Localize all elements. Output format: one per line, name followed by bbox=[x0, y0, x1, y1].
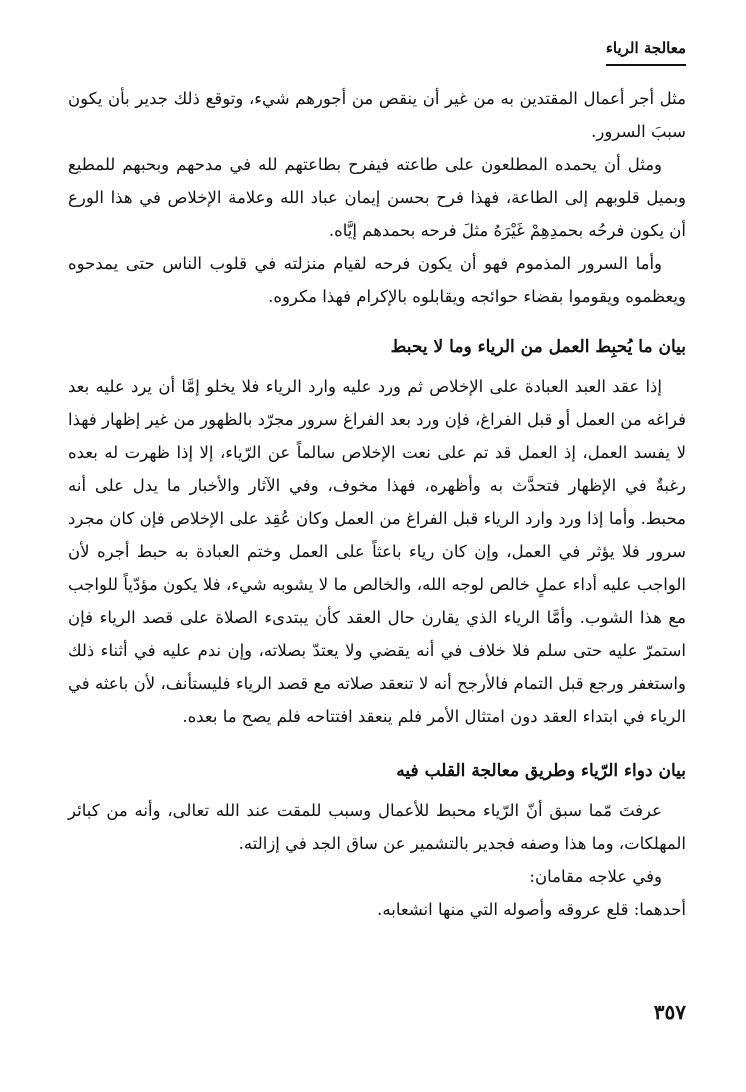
page-number: ٣٥٧ bbox=[653, 1000, 686, 1024]
paragraph-2: ومثل أن يحمده المطلعون على طاعته فيفرح بطاعتهم لله في مدحهم وبحبهم للمطيع وبميل قلوبهم إلى الطاعة، فهذا فرح بحسن إيمان عباد الله وعلامة الإخلاص في هذا الورع أن يكون فرحُه بحمدِهِمْ غَيْرَهُ مثلَ فرحه بحمدهم إيَّاه. bbox=[68, 155, 686, 240]
section-heading-2: بيان دواء الرّياء وطريق معالجة القلب فيه bbox=[396, 761, 686, 781]
paragraph-3: وأما السرور المذموم فهو أن يكون فرحه لقيام منزلته في قلوب الناس حتى يمدحوه ويعظموه ويقوموا بقضاء حوائجه ويقابلوه بالإكرام فهذا مكروه. bbox=[68, 254, 686, 306]
paragraph-1: مثل أجر أعمال المقتدين به من غير أن ينقص من أجورهم شيء، وتوقع ذلك جدير بأن يكون سببَ السرور. bbox=[68, 89, 686, 141]
section-heading-1: بيان ما يُحبِط العمل من الرياء وما لا يحبط bbox=[390, 337, 686, 357]
page-body bbox=[68, 82, 686, 926]
paragraph-6: وفي علاجه مقامان: bbox=[529, 867, 662, 886]
running-title: معالجة الرياء bbox=[606, 38, 686, 66]
paragraph-4: إذا عقد العبد العبادة على الإخلاص ثم ورد عليه وارد الرياء فلا يخلو إمَّا أن يرد عليه بعد فراغه من العمل أو قبل الفراغ، فإن ورد بعد الفراغ سرور مجرّد بالظهور من غير إظهار فهذا لا يفسد العمل، إذ العمل قد تم على نعت الإخلاص سالماً عن الرّياء، إلا إذا ظهرت له بعده رغبةٌ في الإظهار فتحدَّث به وأظهره، فهذا مخوف، وفي الآثار والأخبار ما يدل على أنه محبط. وأما إذا ورد وارد الرياء قبل الفراغ من العمل وكان عُقِد على الإخلاص فإن كان مجرد سرور فلا يؤثر في العمل، وإن كان رياء باعثاً على العمل وختم العبادة به حبط أجره لأن الواجب عليه أداء عملٍ خالص لوجه الله، والخالص ما لا يشوبه شيء، فلا يكون مؤدّياً للواجب مع هذا الشوب. وأمَّا الرياء الذي يقارن حال العقد كأن يبتدىء الصلاة على قصد الرياء فإن استمرّ عليه حتى سلم فلا خلاف في أنه يقضي ولا يعتدّ بصلاته، وإن ندم عليه في أثناء ذلك واستغفر ورجع قبل التمام فالأرجح أنه لا تنعقد صلاته مع قصد الرياء فليستأنف، لأن باعثه في الرياء في ابتداء العقد دون امتثال الأمر فلم ينعقد افتتاحه فلم يصح ما بعده. bbox=[68, 377, 686, 726]
paragraph-7: أحدهما: قلع عروقه وأصوله التي منها انشعابه. bbox=[377, 900, 686, 919]
paragraph-5: عرفتَ مّما سبق أنّ الرّياء محبط للأعمال وسبب للمقت عند الله تعالى، وأنه من كبائر المهلكات، وما هذا وصفه فجدير بالتشمير عن ساق الجد في إزالته. bbox=[68, 801, 686, 853]
